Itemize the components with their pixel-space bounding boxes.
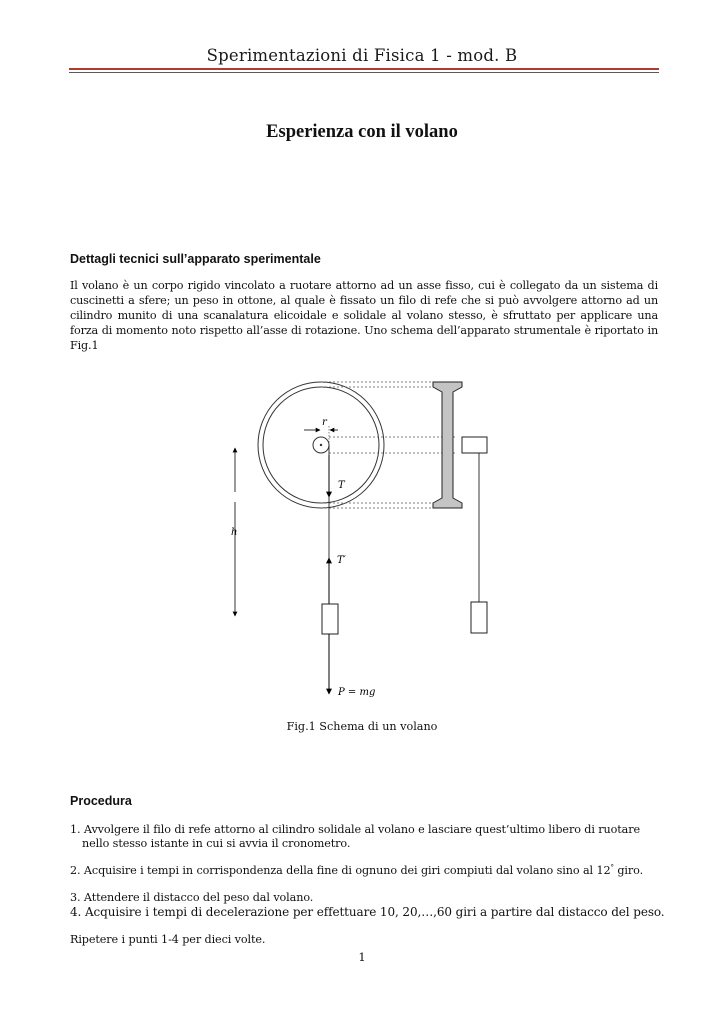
label-r: r [322,417,327,428]
label-P: P = mg [338,687,376,698]
hanging-mass-left [322,604,338,634]
figure-caption: Fig.1 Schema di un volano [286,720,438,733]
procedure-step-4: 4. Acquisire i tempi di decelerazione per effettuare 10, 20,…,60 giri a partire dal distacco del peso. [70,905,665,919]
procedure-heading: Procedura [70,794,132,808]
running-header: Sperimentazioni di Fisica 1 - mod. B [206,46,518,65]
procedure-step-2 [70,864,670,878]
axle-center [320,444,322,446]
header-rule-red [69,68,659,70]
procedure-step-1 [70,823,670,851]
apparatus-paragraph: Il volano è un corpo rigido vincolato a ruotare attorno ad un asse fisso, cui è collegato da un sistema di cuscinetti a sfere; un peso in ottone, al quale è fissato un filo di refe che si può avvolgere attorno ad un cilindro munito di una scanalatura elicoidale e solidale al volano stesso, è sfruttato per applicare una forza di momento noto rispetto all’asse di rotazione. Uno schema dell’apparato strumentale è riportato in Fig.1 [70,279,658,352]
step-2-text: 2. Acquisire i tempi in corrispondenza della fine di ognuno dei giri compiuti dal volano sino al 12 [70,864,611,877]
document-title: Esperienza con il volano [266,122,458,142]
step-2-degree: ° [610,863,614,872]
step-1-line-2: nello stesso istante in cui si avvia il cronometro. [82,837,351,850]
page-number: 1 [358,950,366,964]
hanging-mass-right [471,602,487,633]
label-Tprime: T′ [337,555,346,566]
axle-side-view [462,437,487,453]
flywheel-diagram [220,372,500,702]
procedure-step-3: 3. Attendere il distacco del peso dal volano. [70,891,314,904]
step-2-end: giro. [613,864,644,877]
label-T: T [338,480,345,491]
flywheel-side-section [433,382,462,508]
flywheel-figure [220,372,500,702]
step-1-line-1: 1. Avvolgere il filo di refe attorno al cilindro solidale al volano e lasciare quest’ultimo libero di ruotare [70,823,641,836]
header-rule-gray [69,72,659,73]
apparatus-heading: Dettagli tecnici sull’apparato sperimentale [70,252,321,266]
repeat-instruction: Ripetere i punti 1-4 per dieci volte. [70,933,266,946]
label-h: h [231,527,238,538]
